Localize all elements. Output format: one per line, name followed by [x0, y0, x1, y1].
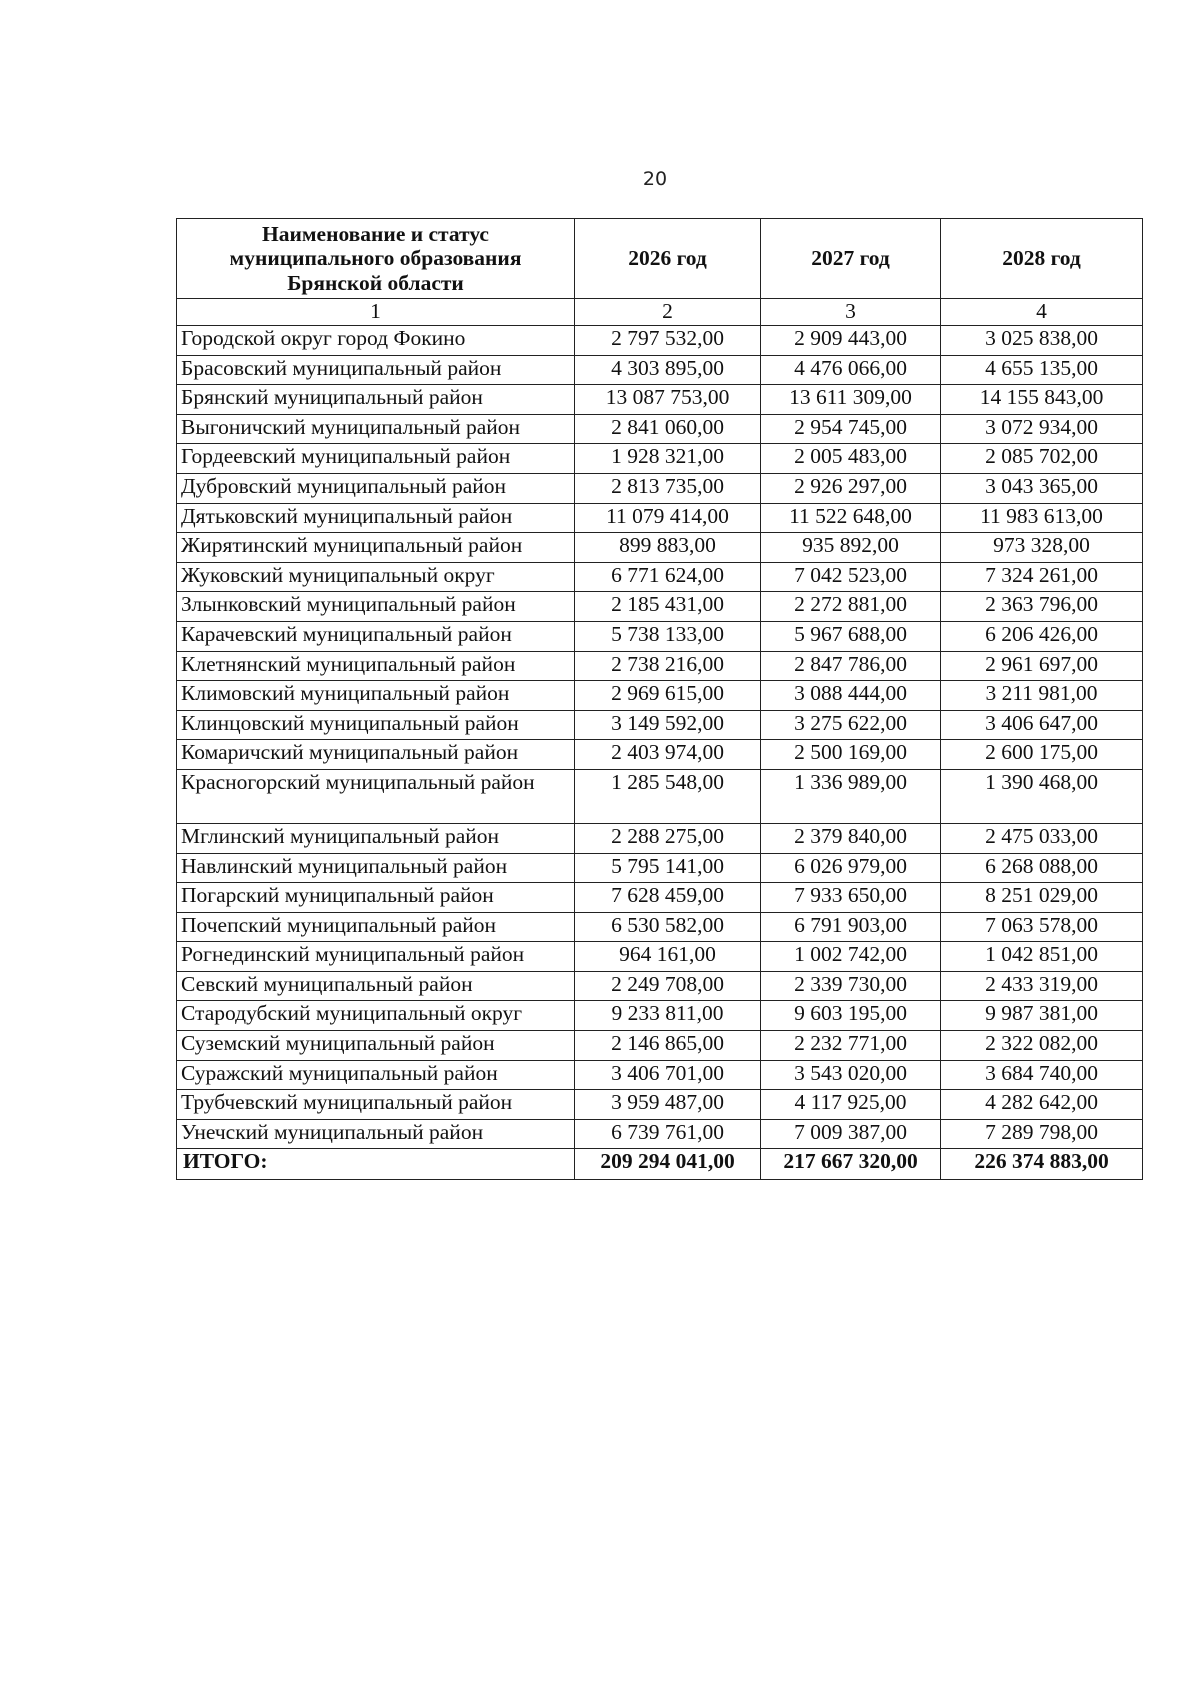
value-2026: 5 738 133,00	[575, 621, 761, 651]
value-2026: 1 285 548,00	[575, 769, 761, 823]
total-2026: 209 294 041,00	[575, 1149, 761, 1180]
value-2028: 2 085 702,00	[941, 444, 1143, 474]
value-2026: 6 739 761,00	[575, 1119, 761, 1149]
table-row	[177, 681, 1143, 711]
value-2026: 2 841 060,00	[575, 414, 761, 444]
value-2028: 2 600 175,00	[941, 740, 1143, 770]
value-2026: 2 403 974,00	[575, 740, 761, 770]
value-2027: 3 275 622,00	[761, 710, 941, 740]
municipality-name: Дятьковский муниципальный район	[177, 503, 575, 533]
value-2027: 13 611 309,00	[761, 385, 941, 415]
header-year-2026: 2026 год	[575, 219, 761, 299]
municipality-name: Климовский муниципальный район	[177, 681, 575, 711]
table-row	[177, 942, 1143, 972]
value-2026: 13 087 753,00	[575, 385, 761, 415]
value-2027: 11 522 648,00	[761, 503, 941, 533]
value-2027: 6 791 903,00	[761, 912, 941, 942]
value-2028: 2 433 319,00	[941, 971, 1143, 1001]
value-2026: 11 079 414,00	[575, 503, 761, 533]
table-row	[177, 853, 1143, 883]
value-2027: 2 272 881,00	[761, 592, 941, 622]
value-2027: 6 026 979,00	[761, 853, 941, 883]
table-header-row	[177, 219, 1143, 299]
total-2028: 226 374 883,00	[941, 1149, 1143, 1180]
municipality-name: Жирятинский муниципальный район	[177, 533, 575, 563]
value-2027: 935 892,00	[761, 533, 941, 563]
table-row	[177, 533, 1143, 563]
value-2028: 3 072 934,00	[941, 414, 1143, 444]
municipality-name: Севский муниципальный район	[177, 971, 575, 1001]
table-row	[177, 444, 1143, 474]
table-row	[177, 385, 1143, 415]
header-year-2027: 2027 год	[761, 219, 941, 299]
value-2026: 2 288 275,00	[575, 823, 761, 853]
table-row	[177, 592, 1143, 622]
value-2026: 2 738 216,00	[575, 651, 761, 681]
value-2026: 3 406 701,00	[575, 1060, 761, 1090]
table-row	[177, 971, 1143, 1001]
municipality-name: Мглинский муниципальный район	[177, 823, 575, 853]
value-2026: 2 185 431,00	[575, 592, 761, 622]
total-row	[177, 1149, 1143, 1180]
municipality-name: Стародубский муниципальный округ	[177, 1001, 575, 1031]
value-2026: 4 303 895,00	[575, 355, 761, 385]
allocation-table	[176, 218, 1143, 1180]
table-row	[177, 823, 1143, 853]
municipality-name: Жуковский муниципальный округ	[177, 562, 575, 592]
value-2028: 9 987 381,00	[941, 1001, 1143, 1031]
value-2028: 1 390 468,00	[941, 769, 1143, 823]
table-row	[177, 326, 1143, 356]
municipality-name: Суражский муниципальный район	[177, 1060, 575, 1090]
value-2028: 8 251 029,00	[941, 883, 1143, 913]
header-year-2028: 2028 год	[941, 219, 1143, 299]
table-body	[177, 299, 1143, 1149]
column-index: 3	[761, 299, 941, 326]
value-2027: 2 379 840,00	[761, 823, 941, 853]
municipality-name: Брасовский муниципальный район	[177, 355, 575, 385]
value-2027: 2 005 483,00	[761, 444, 941, 474]
municipality-name: Клинцовский муниципальный район	[177, 710, 575, 740]
value-2028: 3 684 740,00	[941, 1060, 1143, 1090]
value-2028: 11 983 613,00	[941, 503, 1143, 533]
value-2028: 3 211 981,00	[941, 681, 1143, 711]
value-2028: 3 025 838,00	[941, 326, 1143, 356]
value-2028: 6 268 088,00	[941, 853, 1143, 883]
value-2028: 2 322 082,00	[941, 1031, 1143, 1061]
value-2027: 2 847 786,00	[761, 651, 941, 681]
municipality-name: Злынковский муниципальный район	[177, 592, 575, 622]
value-2027: 5 967 688,00	[761, 621, 941, 651]
value-2026: 6 530 582,00	[575, 912, 761, 942]
municipality-name: Рогнединский муниципальный район	[177, 942, 575, 972]
value-2028: 3 406 647,00	[941, 710, 1143, 740]
header-municipality: Наименование и статус муниципального образования Брянской области	[177, 219, 575, 299]
value-2026: 899 883,00	[575, 533, 761, 563]
municipality-name: Гордеевский муниципальный район	[177, 444, 575, 474]
value-2027: 9 603 195,00	[761, 1001, 941, 1031]
table-row	[177, 710, 1143, 740]
table-row	[177, 503, 1143, 533]
table-row	[177, 1060, 1143, 1090]
total-2027: 217 667 320,00	[761, 1149, 941, 1180]
value-2026: 2 969 615,00	[575, 681, 761, 711]
value-2028: 4 655 135,00	[941, 355, 1143, 385]
table-row	[177, 1031, 1143, 1061]
municipality-name: Трубчевский муниципальный район	[177, 1090, 575, 1120]
column-index-row	[177, 299, 1143, 326]
value-2028: 4 282 642,00	[941, 1090, 1143, 1120]
value-2026: 6 771 624,00	[575, 562, 761, 592]
column-index: 1	[177, 299, 575, 326]
value-2027: 4 117 925,00	[761, 1090, 941, 1120]
municipality-name: Погарский муниципальный район	[177, 883, 575, 913]
table-row	[177, 912, 1143, 942]
value-2028: 1 042 851,00	[941, 942, 1143, 972]
value-2027: 2 954 745,00	[761, 414, 941, 444]
value-2028: 6 206 426,00	[941, 621, 1143, 651]
table-row	[177, 1090, 1143, 1120]
table-row	[177, 1001, 1143, 1031]
total-label: ИТОГО:	[177, 1149, 575, 1180]
value-2028: 973 328,00	[941, 533, 1143, 563]
value-2028: 7 289 798,00	[941, 1119, 1143, 1149]
value-2027: 2 926 297,00	[761, 473, 941, 503]
value-2026: 964 161,00	[575, 942, 761, 972]
value-2028: 3 043 365,00	[941, 473, 1143, 503]
value-2026: 2 797 532,00	[575, 326, 761, 356]
value-2028: 2 475 033,00	[941, 823, 1143, 853]
value-2027: 1 336 989,00	[761, 769, 941, 823]
municipality-name: Дубровский муниципальный район	[177, 473, 575, 503]
value-2027: 2 232 771,00	[761, 1031, 941, 1061]
table-row	[177, 621, 1143, 651]
value-2027: 4 476 066,00	[761, 355, 941, 385]
municipality-name: Выгоничский муниципальный район	[177, 414, 575, 444]
municipality-name: Клетнянский муниципальный район	[177, 651, 575, 681]
value-2027: 3 543 020,00	[761, 1060, 941, 1090]
column-index: 4	[941, 299, 1143, 326]
value-2026: 3 959 487,00	[575, 1090, 761, 1120]
value-2027: 7 009 387,00	[761, 1119, 941, 1149]
value-2026: 9 233 811,00	[575, 1001, 761, 1031]
table-row	[177, 651, 1143, 681]
value-2027: 2 909 443,00	[761, 326, 941, 356]
value-2027: 3 088 444,00	[761, 681, 941, 711]
municipality-name: Унечский муниципальный район	[177, 1119, 575, 1149]
municipality-name: Суземский муниципальный район	[177, 1031, 575, 1061]
municipality-name: Комаричский муниципальный район	[177, 740, 575, 770]
value-2027: 2 339 730,00	[761, 971, 941, 1001]
municipality-name: Навлинский муниципальный район	[177, 853, 575, 883]
value-2028: 2 363 796,00	[941, 592, 1143, 622]
value-2026: 5 795 141,00	[575, 853, 761, 883]
value-2026: 2 249 708,00	[575, 971, 761, 1001]
table-row	[177, 883, 1143, 913]
column-index: 2	[575, 299, 761, 326]
value-2026: 1 928 321,00	[575, 444, 761, 474]
value-2026: 3 149 592,00	[575, 710, 761, 740]
value-2027: 1 002 742,00	[761, 942, 941, 972]
value-2026: 2 146 865,00	[575, 1031, 761, 1061]
value-2028: 2 961 697,00	[941, 651, 1143, 681]
municipality-name: Карачевский муниципальный район	[177, 621, 575, 651]
table-row	[177, 355, 1143, 385]
value-2027: 7 933 650,00	[761, 883, 941, 913]
value-2028: 7 324 261,00	[941, 562, 1143, 592]
value-2026: 7 628 459,00	[575, 883, 761, 913]
table-row	[177, 740, 1143, 770]
municipality-name: Брянский муниципальный район	[177, 385, 575, 415]
value-2028: 7 063 578,00	[941, 912, 1143, 942]
page-number: 20	[642, 168, 668, 190]
municipality-name: Почепский муниципальный район	[177, 912, 575, 942]
table-row	[177, 414, 1143, 444]
municipality-name: Красногорский муниципальный район	[177, 769, 575, 823]
value-2027: 2 500 169,00	[761, 740, 941, 770]
table-row	[177, 562, 1143, 592]
value-2027: 7 042 523,00	[761, 562, 941, 592]
table-row	[177, 1119, 1143, 1149]
value-2028: 14 155 843,00	[941, 385, 1143, 415]
table-row	[177, 769, 1143, 823]
value-2026: 2 813 735,00	[575, 473, 761, 503]
municipality-name: Городской округ город Фокино	[177, 326, 575, 356]
table-row	[177, 473, 1143, 503]
